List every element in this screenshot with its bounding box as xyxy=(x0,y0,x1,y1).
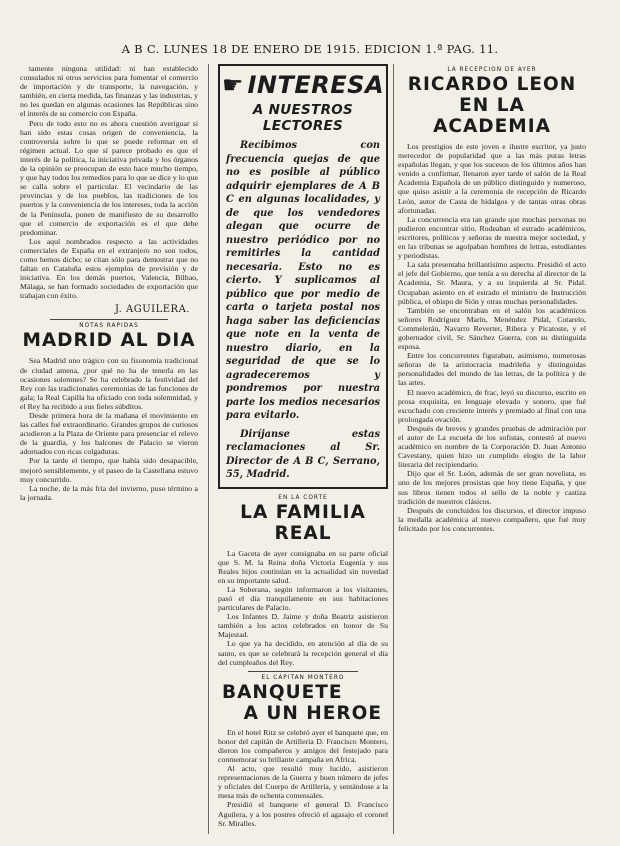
pointing-hand-icon: ☛ xyxy=(221,71,244,99)
section-kicker: EN LA CORTE xyxy=(278,494,328,501)
article-paragraph: Dijo que el Sr. León, además de ser gran novelista, es uno de los mejores prosistas que hoy tiene España, y que sus libros tienen todos el sello de la noble y castiza tradición de nuestros clásicos. xyxy=(398,469,586,506)
article-paragraph: Pero de todo esto no es ahora cuestión averiguar si han sido estas cosas origen de conveniencia, la controversia sobre lo que se puede reformar en el régimen actual. Lo que sí parece probado es que el interés de la política, la iniciativa privada y los órganos de la opinión se preocupan de esto hace mucho tiempo, y que hay todos los remedios para lo que se dice y lo que se calla sobre el particular. El vecindario de las provincias y de los pueblos, las tradiciones de los puertos y la conveniencia de los intereses, toda la acción de la Península, ponen de manifiesto de su desarrollo que el comercio de exportación es el que debe predominar. xyxy=(20,118,198,237)
article-paragraph: Lo que ya ha decidido, en atención al día de su santo, es que se celebrará la recepción general el día del cumpleaños del Rey. xyxy=(218,639,388,667)
section-kicker: NOTAS RAPIDAS xyxy=(79,323,139,330)
article-paragraph: Presidió el banquete el general D. Francisco Aguilera, y a los postres ofreció el agasajo el coronel Sr. Miralles. xyxy=(218,800,388,828)
article-paragraph: En el hotel Ritz se celebró ayer el banquete que, en honor del capitán de Artillería D. Francisco Montero, dieron los compañeros y amigos del festejado para conmemorar su brillante campaña en Africa. xyxy=(218,727,388,764)
notice-heading xyxy=(221,71,385,99)
article-paragraph: Después de breves y grandes pruebas de admiración por el autor de La escuela de los sofistas, contestó al nuevo académico en nombre de la Corporación D. Juan Antonio Cavestany, quien hizo un cumplido elogio de la labor literaria del recipiendario. xyxy=(398,423,586,470)
article-paragraph: Desde primera hora de la mañana el movimiento en las calles fué extraordinario. Grandes grupos de curiosos acudieron a la Plaza de Oriente para presenciar el relevo de la guardia, y los balcones de Palacio se vieron adornados con ricas colgaduras. xyxy=(20,411,198,457)
author-signature: J. AGUILERA. xyxy=(114,304,190,316)
column-center xyxy=(218,64,388,840)
article-paragraph: También se encontraban en el salón los académicos señores Rodríguez Marín, Menéndez Pidal, Cotarelo, Commelerán, Navarro Reverter, Ribera y Picatoste, y el gobernador civil, Sr. Sánchez Guerra, con su distinguida esposa. xyxy=(398,305,586,352)
article-paragraph: La Soberana, según informaron a los visitantes, pasó el día tranquilamente en sus habitaciones particulares de Palacio. xyxy=(218,584,388,613)
separator xyxy=(248,671,358,672)
article-paragraph: Al acto, que resultó muy lucido, asistieron representaciones de la Guerra y buen número de jefes y oficiales del Cuerpo de Artillería, y sentándose a la mesa más de ochenta comensales. xyxy=(218,764,388,801)
article-paragraph: La sala presentaba brillantísimo aspecto. Presidió el acto el jefe del Gobierno, que tenía a su derecha al director de la Academia, Sr. Maura, y a su izquierda al Sr. Pidal. Ocupaban asiento en el estrado el ministro de Instrucción pública, el obispo de Sión y otras muchas personalidades. xyxy=(398,260,586,306)
article-paragraph: Sea Madrid uno trágico con su fisonomía tradicional de ciudad amena, ¿por qué no ha de tenerla en las ocasiones solemnes? Se ha celebrado la festividad del Rey con las tradicionales ceremonias de las funciones de gala; la Real Capilla ha oficiado con toda solemnidad, y el Rey ha recibido a sus fieles súbditos. xyxy=(20,356,198,411)
column-left xyxy=(20,64,198,840)
headline-a-un-heroe: A UN HEROE xyxy=(243,702,382,724)
article-paragraph: Entre los concurrentes figuraban, asimismo, numerosas señoras de la aristocracia madrileña y distinguidas personalidades del mundo de las letras, de la política y de las artes. xyxy=(398,351,586,388)
notice-subtitle: A NUESTROS LECTORES xyxy=(252,102,354,134)
notice-body: Recibimos con frecuencia quejas de que no es posible al público adquirir ejemplares de A B C en algunas localidades, y de que los vendedores alegan que ocurre de nuestro periódico por no remitirles la cantidad necesaria. Esto no es cierto. Y suplicamos al público que por medio de carta o tarjeta postal nos haga saber las deficiencias que note en la venta de nuestro diario, en la seguridad de que se lo agradeceremos y pondremos por nuestra parte los medios necesarios para evitarlo. xyxy=(226,140,380,421)
article-paragraph: tamente ninguna utilidad: ni han establecido consulados ni otros servicios para fomentar el comercio de importación y de transporte, la navegación, y también, en cierta medida, las finanzas y las industrias, y no les quedan en algunas ocasiones las Repúblicas sino el interés de su comercio con España. xyxy=(20,64,198,119)
page-header: A B C. LUNES 18 DE ENERO DE 1915. EDICION 1.ª PAG. 11. xyxy=(121,42,499,56)
column-right xyxy=(398,64,586,840)
article-paragraph: Por la tarde el tiempo, que había sido desapacible, mejoró sensiblemente, y el paseo de la Castellana estuvo muy concurrido. xyxy=(20,456,198,484)
separator xyxy=(50,319,168,320)
section-kicker: LA RECEPCION DE AYER xyxy=(447,67,537,73)
article-paragraph: Después de concluidos los discursos, el director impuso la medalla académica al nuevo compañero, que fué muy felicitado por los concurrentes. xyxy=(398,505,586,533)
headline-ricardo-leon: RICARDO LEON xyxy=(407,74,577,95)
article-paragraph: Los aquí nombrados respecto a las actividades comerciales de España en el extranjero no son todos, como hemos dicho; se citan sólo para demostrar que no faltan en Cataluña estos ejemplos de previsión y de iniciativa. En los demás puertos, Valencia, Bilbao, Málaga, se han formado sociedades de exportación que trabajan con éxito. xyxy=(20,236,198,301)
article-paragraph: El nuevo académico, de frac, leyó su discurso, escrito en prosa exquisita, en lenguaje elevado y sonoro, que fué escuchado con creciente interés y premiado al final con una prolongada ovación. xyxy=(398,387,586,424)
notice-title: INTERESA xyxy=(247,71,385,99)
headline-banquete: BANQUETE xyxy=(222,681,343,703)
article-paragraph: La noche, de la más fría del invierno, puso término a la jornada. xyxy=(20,483,198,502)
article-paragraph: Los prestigios de este joven e ilustre escritor, ya justo merecedor de popularidad que a las más puras letras españolas llegan, y que los sucesos de los últimos años han venido a confirmar, llenaron ayer tarde el salón de la Real Academia Española de un público distinguido y numeroso, que quiso asistir a la ceremonia de recepción de Ricardo León, autor de Casta de hidalgos y de tantas otras obras afortunadas. xyxy=(398,142,586,215)
headline-madrid-al-dia: MADRID AL DIA xyxy=(22,330,196,352)
article-paragraph: La Gaceta de ayer consignaba en su parte oficial que S. M. la Reina doña Victoria Eugenia y sus Reales hijos continúan en la actualidad sin novedad en su importante salud. xyxy=(218,548,388,585)
notice-footer: Diríjanse estas reclamaciones al Sr. Director de A B C, Serrano, 55, Madrid. xyxy=(226,428,380,480)
column-rule xyxy=(208,64,209,834)
headline-familia-real: LA FAMILIA REAL xyxy=(240,501,366,544)
section-kicker: EL CAPITAN MONTERO xyxy=(261,674,345,681)
article-paragraph: Los Infantes D. Jaime y doña Beatriz asistieron también a los actos celebrados en honor de Su Majestad. xyxy=(218,612,388,640)
column-rule xyxy=(393,64,394,834)
article-paragraph: La concurrencia era tan grande que muchas personas no pudieron encontrar sitio. Rodeaban el estrado académicos, escritores, políticos y señoras de nuestra mejor sociedad, y en las tribunas se agolpaban hombres de letras, estudiantes y periodistas. xyxy=(398,214,586,261)
readers-notice-box xyxy=(218,64,388,489)
headline-en-la-academia: EN LA ACADEMIA xyxy=(433,95,551,137)
